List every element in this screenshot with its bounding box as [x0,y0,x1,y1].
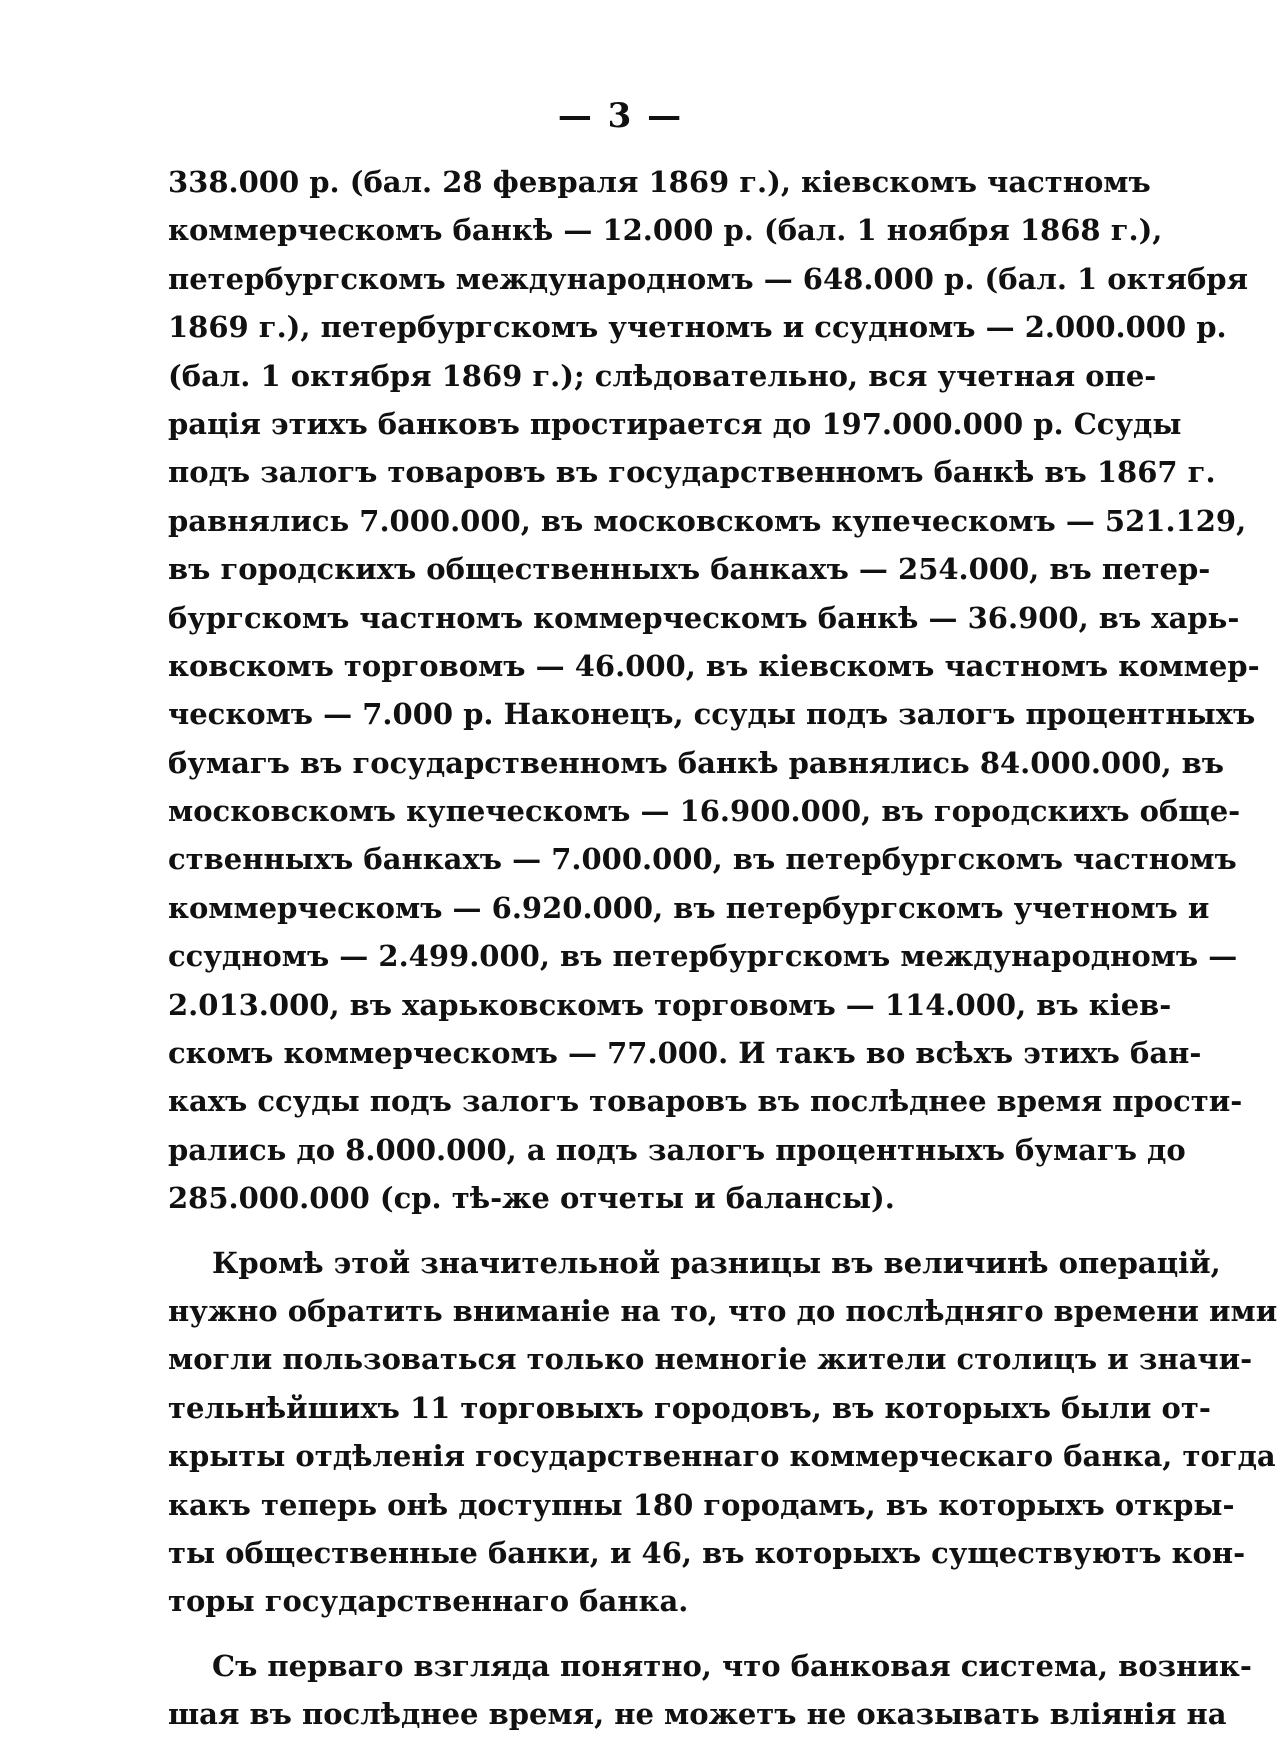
text-line: 338.000 р. (бал. 28 февраля 1869 г.), кіевскомъ частномъ [168,165,1151,199]
text-line: нужно обратить вниманіе на то, что до послѣдняго времени ими [168,1293,1277,1328]
paragraph-1 [168,158,1260,1223]
text-line: Кромѣ этой значительной разницы въ величинѣ операцій, [212,1245,1221,1280]
text-line: ственныхъ банкахъ — 7.000.000, въ петербургскомъ частномъ [168,842,1237,877]
text-line: бумагъ въ государственномъ банкѣ равнялись 84.000.000, въ [168,745,1225,780]
text-line: ты общественные банки, и 46, въ которыхъ существуютъ кон- [168,1535,1246,1570]
text-line: въ городскихъ общественныхъ банкахъ — 254.000, въ петер- [168,552,1211,587]
text-line: московскомъ купеческомъ — 16.900.000, въ городскихъ обще- [168,794,1241,829]
text-line: скомъ коммерческомъ — 77.000. И такъ во всѣхъ этихъ бан- [168,1036,1202,1071]
paragraph-gap [168,1223,1068,1239]
text-line: ческомъ — 7.000 р. Наконецъ, ссуды подъ залогъ процентныхъ [168,697,1256,732]
text-line: шая въ послѣднее время, не можетъ не оказывать вліянія на [168,1697,1227,1732]
text-line: рались до 8.000.000, а подъ залогъ процентныхъ бумагъ до [168,1132,1186,1167]
text-line: равнялись 7.000.000, въ московскомъ купеческомъ — 521.129, [168,503,1247,538]
text-line: коммерческомъ — 6.920.000, въ петербургскомъ учетномъ и [168,890,1210,925]
text-line: 2.013.000, въ харьковскомъ торговомъ — 114.000, въ кіев- [168,987,1172,1022]
text-line: кахъ ссуды подъ залогъ товаровъ въ послѣднее время прости- [168,1084,1243,1119]
text-line: бургскомъ частномъ коммерческомъ банкѣ — 36.900, въ харь- [168,600,1240,635]
text-line: рація этихъ банковъ простирается до 197.000.000 р. Ссуды [168,406,1182,441]
text-line: тельнѣйшихъ 11 торговыхъ городовъ, въ которыхъ были от- [168,1390,1211,1425]
text-line: Съ перваго взгляда понятно, что банковая система, возник- [212,1648,1252,1683]
text-line: 1869 г.), петербургскомъ учетномъ и ссудномъ — 2.000.000 р. [168,310,1227,345]
text-line: торы государственнаго банка. [168,1584,689,1619]
text-line: 285.000.000 (ср. тѣ-же отчеты и балансы). [168,1181,895,1216]
text-line: какъ теперь онѣ доступны 180 городамъ, въ которыхъ откры- [168,1487,1235,1522]
paragraph-gap [168,1626,1068,1642]
text-line: петербургскомъ международномъ — 648.000 р. (бал. 1 октября [168,261,1249,296]
paragraph-2 [168,1239,1277,1626]
paragraph-3 [168,1642,1252,1739]
text-line: ковскомъ торговомъ — 46.000, въ кіевскомъ частномъ коммер- [168,648,1260,683]
text-line: крыты отдѣленія государственнаго коммерческаго банка, тогда [168,1439,1276,1474]
body-text [168,158,1277,1739]
text-line: (бал. 1 октября 1869 г.); слѣдовательно, вся учетная опе- [168,358,1157,393]
text-line: коммерческомъ банкѣ — 12.000 р. (бал. 1 ноября 1868 г.), [168,213,1163,248]
page-number: — 3 — [557,96,684,136]
text-line: подъ залогъ товаровъ въ государственномъ банкѣ въ 1867 г. [168,455,1216,490]
text-line: ссудномъ — 2.499.000, въ петербургскомъ международномъ — [168,939,1238,974]
text-line: могли пользоваться только немногіе жители столицъ и значи- [168,1342,1253,1377]
